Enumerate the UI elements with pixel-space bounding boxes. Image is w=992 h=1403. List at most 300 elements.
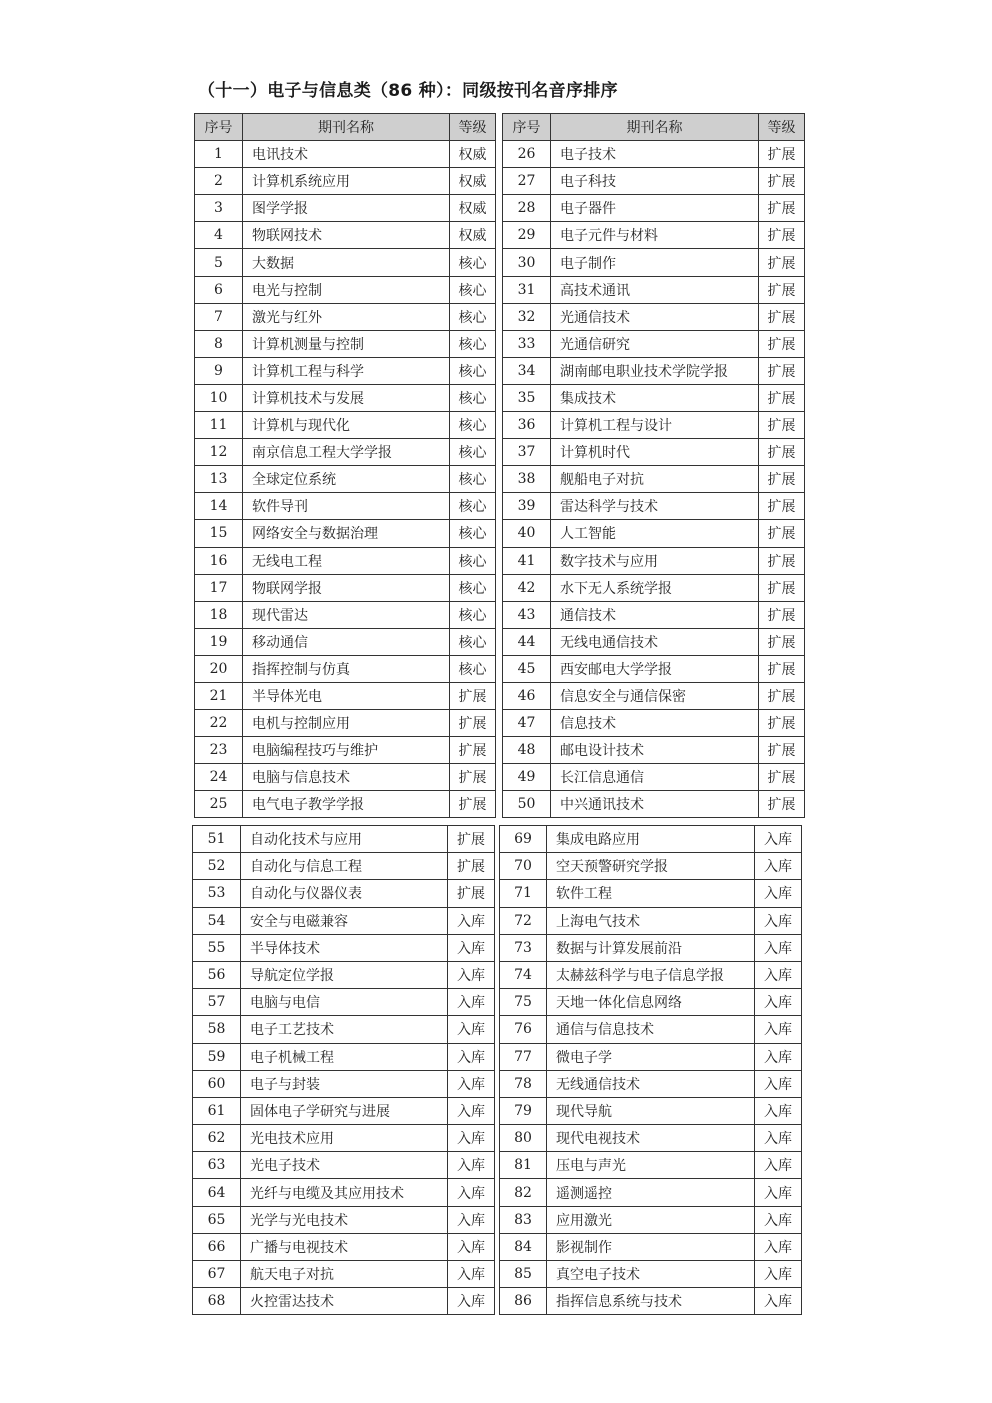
- journal-no: 25: [195, 791, 243, 818]
- journal-no: 82: [500, 1179, 547, 1206]
- header-grade: 等级: [759, 114, 805, 141]
- table-row: [193, 961, 802, 988]
- column-gap: [496, 276, 503, 303]
- journal-name: 计算机工程与设计: [551, 412, 759, 439]
- journal-no: 44: [503, 628, 551, 655]
- journal-name: 电子机械工程: [241, 1043, 448, 1070]
- journal-grade: 入库: [448, 989, 495, 1016]
- journal-name: 光通信研究: [551, 330, 759, 357]
- journal-name: 指挥控制与仿真: [243, 655, 450, 682]
- table-row: [193, 880, 802, 907]
- column-gap: [496, 141, 503, 168]
- journal-no: 20: [195, 655, 243, 682]
- journal-grade: 入库: [448, 1016, 495, 1043]
- table-row: [193, 1206, 802, 1233]
- journal-name: 网络安全与数据治理: [243, 520, 450, 547]
- journal-no: 37: [503, 439, 551, 466]
- journal-no: 70: [500, 853, 547, 880]
- journal-name: 电子工艺技术: [241, 1016, 448, 1043]
- column-gap: [496, 439, 503, 466]
- journal-no: 16: [195, 547, 243, 574]
- journal-grade: 扩展: [759, 601, 805, 628]
- journal-no: 55: [193, 934, 241, 961]
- table-row: [195, 168, 805, 195]
- journal-grade: 扩展: [759, 764, 805, 791]
- column-gap: [496, 682, 503, 709]
- journal-name: 计算机与现代化: [243, 412, 450, 439]
- table-row: [195, 303, 805, 330]
- journal-no: 24: [195, 764, 243, 791]
- table-row: [193, 907, 802, 934]
- table-row: [195, 330, 805, 357]
- journal-no: 36: [503, 412, 551, 439]
- journal-no: 49: [503, 764, 551, 791]
- journal-grade: 核心: [450, 628, 496, 655]
- journal-name: 计算机测量与控制: [243, 330, 450, 357]
- journal-grade: 入库: [755, 1016, 802, 1043]
- journal-name: 数据与计算发展前沿: [547, 934, 755, 961]
- table-row: [195, 439, 805, 466]
- journal-grade: 核心: [450, 601, 496, 628]
- journal-no: 79: [500, 1097, 547, 1124]
- journal-no: 48: [503, 737, 551, 764]
- column-gap: [496, 466, 503, 493]
- journal-no: 5: [195, 249, 243, 276]
- table-row: [195, 276, 805, 303]
- journal-name: 计算机时代: [551, 439, 759, 466]
- journal-no: 83: [500, 1206, 547, 1233]
- journal-name: 应用激光: [547, 1206, 755, 1233]
- journal-name: 电脑与信息技术: [243, 764, 450, 791]
- journal-name: 自动化与信息工程: [241, 853, 448, 880]
- table-row: [195, 682, 805, 709]
- table-row: [195, 574, 805, 601]
- journal-name: 高技术通讯: [551, 276, 759, 303]
- journal-grade: 扩展: [759, 520, 805, 547]
- header-no: 序号: [195, 114, 243, 141]
- journal-name: 广播与电视技术: [241, 1233, 448, 1260]
- journal-grade: 核心: [450, 547, 496, 574]
- journal-grade: 入库: [448, 1043, 495, 1070]
- journal-no: 35: [503, 384, 551, 411]
- journal-no: 73: [500, 934, 547, 961]
- journal-no: 15: [195, 520, 243, 547]
- column-gap: [496, 412, 503, 439]
- journal-name: 舰船电子对抗: [551, 466, 759, 493]
- table-row: [195, 493, 805, 520]
- journal-no: 13: [195, 466, 243, 493]
- header-no: 序号: [503, 114, 551, 141]
- journal-grade: 扩展: [759, 682, 805, 709]
- journal-grade: 扩展: [450, 791, 496, 818]
- journal-name: 光通信技术: [551, 303, 759, 330]
- journal-grade: 入库: [755, 989, 802, 1016]
- journal-grade: 扩展: [759, 384, 805, 411]
- journal-name: 半导体技术: [241, 934, 448, 961]
- column-gap: [496, 764, 503, 791]
- journal-name: 半导体光电: [243, 682, 450, 709]
- column-gap: [496, 357, 503, 384]
- table-row: [195, 601, 805, 628]
- journal-grade: 扩展: [448, 826, 495, 853]
- journal-name: 压电与声光: [547, 1152, 755, 1179]
- journal-no: 69: [500, 826, 547, 853]
- journal-grade: 入库: [448, 1097, 495, 1124]
- journal-no: 43: [503, 601, 551, 628]
- journal-grade: 入库: [448, 961, 495, 988]
- journal-name: 自动化技术与应用: [241, 826, 448, 853]
- journal-name: 人工智能: [551, 520, 759, 547]
- journal-name: 电子器件: [551, 195, 759, 222]
- journal-no: 28: [503, 195, 551, 222]
- table-row: [193, 1043, 802, 1070]
- journal-no: 38: [503, 466, 551, 493]
- table-row: [193, 853, 802, 880]
- journal-no: 75: [500, 989, 547, 1016]
- journal-grade: 入库: [755, 1125, 802, 1152]
- journal-grade: 核心: [450, 249, 496, 276]
- journal-no: 47: [503, 710, 551, 737]
- journal-grade: 入库: [755, 961, 802, 988]
- journal-table-top: [194, 113, 805, 818]
- journal-name: 电光与控制: [243, 276, 450, 303]
- table-row: [193, 1016, 802, 1043]
- journal-no: 61: [193, 1097, 241, 1124]
- table-row: [193, 1125, 802, 1152]
- journal-grade: 扩展: [759, 547, 805, 574]
- table-row: [195, 195, 805, 222]
- journal-grade: 入库: [448, 1261, 495, 1288]
- journal-no: 41: [503, 547, 551, 574]
- journal-no: 77: [500, 1043, 547, 1070]
- journal-no: 57: [193, 989, 241, 1016]
- journal-name: 软件导刊: [243, 493, 450, 520]
- table-row: [193, 1152, 802, 1179]
- journal-name: 固体电子学研究与进展: [241, 1097, 448, 1124]
- journal-no: 17: [195, 574, 243, 601]
- journal-no: 53: [193, 880, 241, 907]
- journal-name: 安全与电磁兼容: [241, 907, 448, 934]
- journal-grade: 扩展: [759, 276, 805, 303]
- journal-name: 电脑编程技巧与维护: [243, 737, 450, 764]
- journal-grade: 入库: [755, 1288, 802, 1315]
- table-row: [195, 628, 805, 655]
- journal-grade: 核心: [450, 412, 496, 439]
- journal-name: 信息技术: [551, 710, 759, 737]
- column-gap: [496, 520, 503, 547]
- journal-no: 71: [500, 880, 547, 907]
- journal-grade: 权威: [450, 141, 496, 168]
- journal-no: 56: [193, 961, 241, 988]
- journal-no: 39: [503, 493, 551, 520]
- journal-no: 52: [193, 853, 241, 880]
- journal-grade: 核心: [450, 384, 496, 411]
- column-gap: [496, 493, 503, 520]
- journal-grade: 扩展: [759, 141, 805, 168]
- journal-name: 光学与光电技术: [241, 1206, 448, 1233]
- journal-name: 电讯技术: [243, 141, 450, 168]
- column-gap: [496, 547, 503, 574]
- journal-no: 59: [193, 1043, 241, 1070]
- header-grade: 等级: [450, 114, 496, 141]
- column-gap: [496, 737, 503, 764]
- header-name: 期刊名称: [243, 114, 450, 141]
- journal-name: 电子科技: [551, 168, 759, 195]
- table-row: [195, 249, 805, 276]
- journal-no: 60: [193, 1070, 241, 1097]
- journal-grade: 入库: [755, 1152, 802, 1179]
- journal-name: 数字技术与应用: [551, 547, 759, 574]
- column-gap: [496, 601, 503, 628]
- journal-grade: 入库: [755, 934, 802, 961]
- journal-no: 63: [193, 1152, 241, 1179]
- journal-no: 58: [193, 1016, 241, 1043]
- journal-grade: 核心: [450, 493, 496, 520]
- journal-no: 27: [503, 168, 551, 195]
- journal-grade: 扩展: [759, 168, 805, 195]
- column-gap: [496, 249, 503, 276]
- journal-no: 86: [500, 1288, 547, 1315]
- journal-name: 天地一体化信息网络: [547, 989, 755, 1016]
- journal-name: 图学学报: [243, 195, 450, 222]
- journal-name: 光电子技术: [241, 1152, 448, 1179]
- journal-no: 65: [193, 1206, 241, 1233]
- journal-name: 自动化与仪器仪表: [241, 880, 448, 907]
- table-row: [193, 1233, 802, 1260]
- journal-no: 66: [193, 1233, 241, 1260]
- journal-name: 移动通信: [243, 628, 450, 655]
- journal-grade: 入库: [755, 1179, 802, 1206]
- journal-name: 电气电子教学学报: [243, 791, 450, 818]
- table-row: [193, 1288, 802, 1315]
- journal-grade: 核心: [450, 276, 496, 303]
- page-title: （十一）电子与信息类（86 种）：同级按刊名音序排序: [198, 81, 618, 101]
- journal-no: 64: [193, 1179, 241, 1206]
- column-gap: [496, 114, 503, 141]
- journal-grade: 核心: [450, 439, 496, 466]
- journal-no: 1: [195, 141, 243, 168]
- table-row: [193, 826, 802, 853]
- journal-name: 雷达科学与技术: [551, 493, 759, 520]
- journal-name: 通信与信息技术: [547, 1016, 755, 1043]
- journal-no: 34: [503, 357, 551, 384]
- journal-name: 无线电通信技术: [551, 628, 759, 655]
- journal-no: 76: [500, 1016, 547, 1043]
- journal-name: 现代雷达: [243, 601, 450, 628]
- journal-name: 导航定位学报: [241, 961, 448, 988]
- journal-name: 集成技术: [551, 384, 759, 411]
- journal-grade: 入库: [755, 1206, 802, 1233]
- journal-name: 火控雷达技术: [241, 1288, 448, 1315]
- journal-grade: 核心: [450, 520, 496, 547]
- journal-no: 45: [503, 655, 551, 682]
- journal-no: 7: [195, 303, 243, 330]
- journal-name: 水下无人系统学报: [551, 574, 759, 601]
- journal-grade: 入库: [448, 1152, 495, 1179]
- journal-grade: 核心: [450, 303, 496, 330]
- journal-name: 航天电子对抗: [241, 1261, 448, 1288]
- journal-grade: 扩展: [450, 764, 496, 791]
- journal-grade: 扩展: [450, 710, 496, 737]
- table-header-row: [195, 114, 805, 141]
- journal-name: 湖南邮电职业技术学院学报: [551, 357, 759, 384]
- journal-no: 80: [500, 1125, 547, 1152]
- journal-name: 光电技术应用: [241, 1125, 448, 1152]
- journal-no: 51: [193, 826, 241, 853]
- journal-table-bottom: [192, 825, 802, 1315]
- journal-no: 54: [193, 907, 241, 934]
- journal-grade: 入库: [755, 880, 802, 907]
- journal-no: 84: [500, 1233, 547, 1260]
- journal-no: 74: [500, 961, 547, 988]
- journal-grade: 扩展: [450, 737, 496, 764]
- table-row: [193, 1179, 802, 1206]
- journal-no: 68: [193, 1288, 241, 1315]
- column-gap: [496, 710, 503, 737]
- journal-no: 23: [195, 737, 243, 764]
- table-row: [195, 520, 805, 547]
- table-row: [193, 989, 802, 1016]
- journal-name: 激光与红外: [243, 303, 450, 330]
- column-gap: [496, 628, 503, 655]
- journal-no: 12: [195, 439, 243, 466]
- journal-name: 中兴通讯技术: [551, 791, 759, 818]
- journal-no: 10: [195, 384, 243, 411]
- journal-no: 6: [195, 276, 243, 303]
- table-row: [195, 412, 805, 439]
- journal-no: 32: [503, 303, 551, 330]
- journal-name: 计算机工程与科学: [243, 357, 450, 384]
- table-row: [195, 141, 805, 168]
- journal-name: 真空电子技术: [547, 1261, 755, 1288]
- journal-grade: 权威: [450, 168, 496, 195]
- journal-grade: 扩展: [759, 439, 805, 466]
- journal-no: 62: [193, 1125, 241, 1152]
- journal-grade: 扩展: [759, 249, 805, 276]
- journal-no: 3: [195, 195, 243, 222]
- table-row: [195, 764, 805, 791]
- journal-name: 无线电工程: [243, 547, 450, 574]
- journal-grade: 入库: [448, 1179, 495, 1206]
- journal-no: 40: [503, 520, 551, 547]
- journal-no: 14: [195, 493, 243, 520]
- journal-no: 8: [195, 330, 243, 357]
- journal-no: 33: [503, 330, 551, 357]
- journal-grade: 入库: [755, 907, 802, 934]
- journal-name: 电机与控制应用: [243, 710, 450, 737]
- journal-grade: 扩展: [759, 737, 805, 764]
- journal-no: 50: [503, 791, 551, 818]
- journal-name: 全球定位系统: [243, 466, 450, 493]
- table-row: [195, 357, 805, 384]
- journal-no: 2: [195, 168, 243, 195]
- journal-grade: 扩展: [448, 853, 495, 880]
- journal-no: 72: [500, 907, 547, 934]
- journal-name: 上海电气技术: [547, 907, 755, 934]
- journal-name: 电子技术: [551, 141, 759, 168]
- journal-grade: 扩展: [759, 303, 805, 330]
- journal-name: 微电子学: [547, 1043, 755, 1070]
- journal-grade: 入库: [448, 1125, 495, 1152]
- journal-name: 影视制作: [547, 1233, 755, 1260]
- journal-name: 光纤与电缆及其应用技术: [241, 1179, 448, 1206]
- journal-grade: 入库: [448, 907, 495, 934]
- journal-grade: 入库: [755, 1070, 802, 1097]
- journal-grade: 扩展: [759, 195, 805, 222]
- table-row: [195, 222, 805, 249]
- journal-grade: 入库: [755, 1097, 802, 1124]
- journal-name: 信息安全与通信保密: [551, 682, 759, 709]
- journal-no: 81: [500, 1152, 547, 1179]
- journal-grade: 扩展: [759, 493, 805, 520]
- journal-name: 电子元件与材料: [551, 222, 759, 249]
- journal-name: 现代电视技术: [547, 1125, 755, 1152]
- journal-name: 计算机系统应用: [243, 168, 450, 195]
- journal-name: 长江信息通信: [551, 764, 759, 791]
- journal-name: 指挥信息系统与技术: [547, 1288, 755, 1315]
- journal-grade: 入库: [755, 1043, 802, 1070]
- journal-no: 9: [195, 357, 243, 384]
- journal-grade: 入库: [448, 934, 495, 961]
- column-gap: [496, 330, 503, 357]
- journal-grade: 扩展: [759, 710, 805, 737]
- column-gap: [496, 222, 503, 249]
- journal-grade: 入库: [448, 1233, 495, 1260]
- header-name: 期刊名称: [551, 114, 759, 141]
- journal-no: 18: [195, 601, 243, 628]
- journal-grade: 入库: [448, 1070, 495, 1097]
- journal-grade: 入库: [448, 1288, 495, 1315]
- table-row: [195, 384, 805, 411]
- journal-name: 西安邮电大学学报: [551, 655, 759, 682]
- journal-grade: 扩展: [759, 222, 805, 249]
- journal-grade: 扩展: [759, 330, 805, 357]
- journal-name: 大数据: [243, 249, 450, 276]
- journal-no: 31: [503, 276, 551, 303]
- journal-grade: 核心: [450, 574, 496, 601]
- journal-name: 电子制作: [551, 249, 759, 276]
- journal-name: 太赫兹科学与电子信息学报: [547, 961, 755, 988]
- journal-no: 30: [503, 249, 551, 276]
- table-row: [195, 791, 805, 818]
- column-gap: [496, 574, 503, 601]
- journal-name: 物联网学报: [243, 574, 450, 601]
- journal-name: 无线通信技术: [547, 1070, 755, 1097]
- journal-grade: 入库: [755, 1233, 802, 1260]
- journal-grade: 扩展: [759, 791, 805, 818]
- journal-no: 19: [195, 628, 243, 655]
- journal-grade: 权威: [450, 195, 496, 222]
- table-row: [195, 710, 805, 737]
- journal-name: 电子与封装: [241, 1070, 448, 1097]
- table-row: [195, 547, 805, 574]
- table-row: [193, 934, 802, 961]
- journal-no: 85: [500, 1261, 547, 1288]
- journal-grade: 核心: [450, 330, 496, 357]
- journal-name: 物联网技术: [243, 222, 450, 249]
- journal-name: 计算机技术与发展: [243, 384, 450, 411]
- table-row: [193, 1070, 802, 1097]
- column-gap: [496, 303, 503, 330]
- journal-grade: 核心: [450, 655, 496, 682]
- journal-grade: 扩展: [759, 574, 805, 601]
- journal-name: 现代导航: [547, 1097, 755, 1124]
- column-gap: [496, 384, 503, 411]
- journal-no: 67: [193, 1261, 241, 1288]
- journal-no: 11: [195, 412, 243, 439]
- journal-grade: 扩展: [759, 628, 805, 655]
- journal-no: 4: [195, 222, 243, 249]
